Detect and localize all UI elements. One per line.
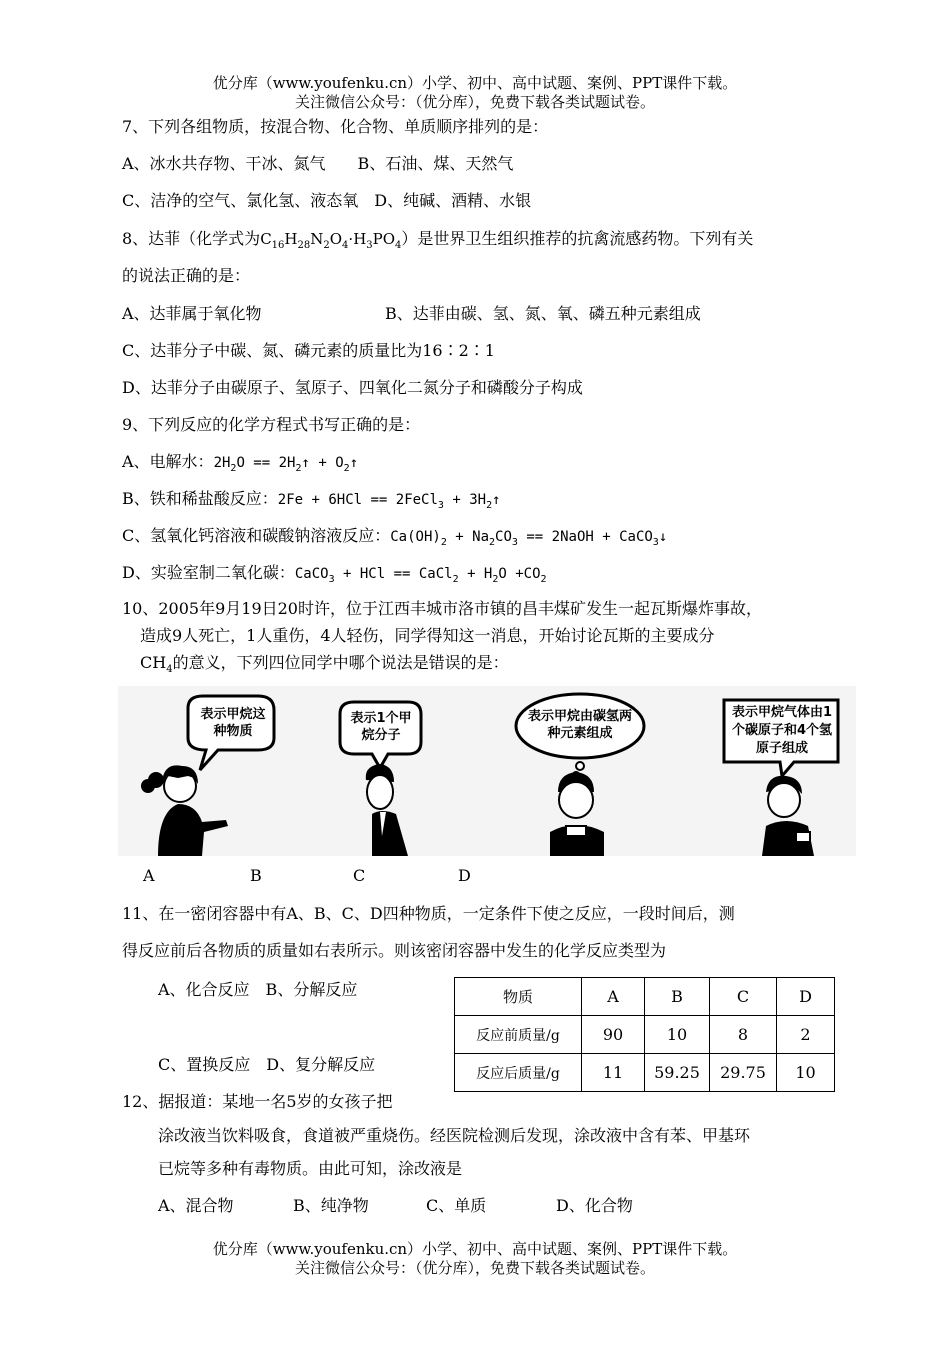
q10-line3 xyxy=(140,652,509,674)
q11-line2: 得反应前后各物质的质量如右表所示。则该密闭容器中发生的化学反应类型为 xyxy=(122,941,667,960)
q12-option-c: C、单质 xyxy=(426,1196,487,1215)
mass-table-header-cell: 物质 xyxy=(455,978,582,1016)
page-footer-line1: 优分库（www.youfenku.cn）小学、初中、高中试题、案例、PPT课件下载。 xyxy=(212,1240,738,1258)
thought-dot-1 xyxy=(576,762,584,770)
mass-table xyxy=(454,977,835,1092)
q10-line1: 10、2005年9月19日20时许，位于江西丰城市洛市镇的昌丰煤矿发生一起瓦斯爆炸事故， xyxy=(122,599,762,618)
mass-table-cell: 29.75 xyxy=(710,1054,777,1092)
q12-line1: 12、据报道：某地一名5岁的女孩子把 xyxy=(122,1092,393,1111)
mass-table-cell: 8 xyxy=(710,1016,777,1054)
mass-table-cell: 2 xyxy=(777,1016,835,1054)
q9-option-b xyxy=(122,488,501,511)
q9-equation-a: $2H_2O$ == $2H_2↑$ + $O_2↑$ xyxy=(213,455,359,474)
mass-table-row xyxy=(455,1054,835,1092)
mass-table-header-row xyxy=(455,978,835,1016)
methane-cartoon-illustration xyxy=(118,686,856,856)
bubble-c-text: 表示甲烷由碳氢两种元素组成 xyxy=(528,709,633,741)
q12-line3: 已烷等多种有毒物质。由此可知，涂改液是 xyxy=(158,1159,463,1178)
mass-table-cell: 90 xyxy=(582,1016,645,1054)
mass-table-row xyxy=(455,1016,835,1054)
q11-options-ab: A、化合反应 B、分解反应 xyxy=(158,980,358,999)
q12-option-a: A、混合物 xyxy=(158,1196,234,1215)
person-a-figure xyxy=(141,765,228,856)
q8-stem-b: ）是世界卫生组织推荐的抗禽流感药物。下列有关 xyxy=(401,229,754,248)
q9-option-d-label: D、实验室制二氧化碳： xyxy=(122,563,295,582)
bubble-a-text: 表示甲烷这种物质 xyxy=(200,707,266,739)
q10-line3-text: 的意义，下列四位同学中哪个说法是错误的是： xyxy=(172,653,509,672)
q7-stem: 7、下列各组物质，按混合物、化合物、单质顺序排列的是： xyxy=(122,117,549,136)
q9-option-c-label: C、氢氧化钙溶液和碳酸钠溶液反应： xyxy=(122,526,391,545)
mass-table-header-cell: D xyxy=(777,978,835,1016)
q9-equation-c: $Ca(OH)_2 + Na_2CO_3$ == 2NaOH + CaCO$_3$↓ xyxy=(390,529,668,548)
q7-options-ab: A、冰水共存物、干冰、氮气 B、石油、煤、天然气 xyxy=(122,154,514,173)
mass-table-cell: 10 xyxy=(777,1054,835,1092)
q8-option-b: B、达菲由碳、氢、氮、氧、磷五种元素组成 xyxy=(385,304,701,323)
mass-table-cell: 反应后质量/g xyxy=(455,1054,582,1092)
q10-option-b: B xyxy=(250,866,262,885)
q9-equation-d: CaCO$_3$ + HCl == CaCl$_2$ + $H_2O +CO_2$ xyxy=(294,566,547,585)
person-c-figure xyxy=(550,772,604,856)
q10-option-c: C xyxy=(353,866,366,885)
q10-option-d: D xyxy=(458,866,471,885)
mass-table-cell: 反应前质量/g xyxy=(455,1016,582,1054)
q9-option-a xyxy=(122,451,358,474)
mass-table-cell: 59.25 xyxy=(645,1054,710,1092)
q8-option-c: C、达菲分子中碳、氮、磷元素的质量比为16∶2∶1 xyxy=(122,341,495,360)
q12-line2: 涂改液当饮料吸食，食道被严重烧伤。经医院检测后发现，涂改液中含有苯、甲基环 xyxy=(158,1126,751,1145)
q8-option-d: D、达菲分子由碳原子、氢原子、四氧化二氮分子和磷酸分子构成 xyxy=(122,378,583,397)
page-footer-line2: 关注微信公众号：（优分库），免费下载各类试题试卷。 xyxy=(294,1259,655,1277)
person-b-figure xyxy=(366,764,408,856)
q10-option-a: A xyxy=(143,866,155,885)
page-header-line2: 关注微信公众号：（优分库），免费下载各类试题试卷。 xyxy=(294,93,655,111)
q9-equation-b: 2Fe + 6HCl == 2FeCl$_3$ + $3H_2↑$ xyxy=(277,492,501,511)
page-header-line1: 优分库（www.youfenku.cn）小学、初中、高中试题、案例、PPT课件下载。 xyxy=(212,74,738,92)
q12-option-d: D、化合物 xyxy=(556,1196,633,1215)
q9-option-c xyxy=(122,525,667,548)
ch4-formula: $CH_4$ xyxy=(140,653,173,676)
q8-stem-a: 8、达菲（化学式为 xyxy=(122,229,261,248)
bubble-d-text: 表示甲烷气体由1个碳原子和4个氢原子组成 xyxy=(731,705,833,756)
q8-stem xyxy=(122,228,753,250)
q9-stem: 9、下列反应的化学方程式书写正确的是： xyxy=(122,415,421,434)
q7-options-cd: C、洁净的空气、氯化氢、液态氧 D、纯碱、酒精、水银 xyxy=(122,191,532,210)
mass-table-header-cell: B xyxy=(645,978,710,1016)
mass-table-header-cell: A xyxy=(582,978,645,1016)
q9-option-a-label: A、电解水： xyxy=(122,452,214,471)
q9-option-b-label: B、铁和稀盐酸反应： xyxy=(122,489,278,508)
q12-option-b: B、纯净物 xyxy=(293,1196,369,1215)
q11-options-cd: C、置换反应 D、复分解反应 xyxy=(158,1055,376,1074)
mass-table-cell: 11 xyxy=(582,1054,645,1092)
q8-formula: $C_{16}H_{28}N_2O_4\cdot H_3PO_4$ xyxy=(260,230,402,251)
mass-table-header-cell: C xyxy=(710,978,777,1016)
q8-stem2: 的说法正确的是： xyxy=(122,266,251,285)
q9-option-d xyxy=(122,562,547,585)
q10-line2: 造成9人死亡，1人重伤，4人轻伤，同学得知这一消息，开始讨论瓦斯的主要成分 xyxy=(140,626,715,645)
bubble-b-text: 表示1个甲烷分子 xyxy=(350,711,412,743)
person-d-figure xyxy=(762,776,814,856)
mass-table-cell: 10 xyxy=(645,1016,710,1054)
q8-option-a: A、达菲属于氧化物 xyxy=(122,304,262,323)
q11-line1: 11、在一密闭容器中有A、B、C、D四种物质，一定条件下使之反应，一段时间后，测 xyxy=(122,904,735,923)
